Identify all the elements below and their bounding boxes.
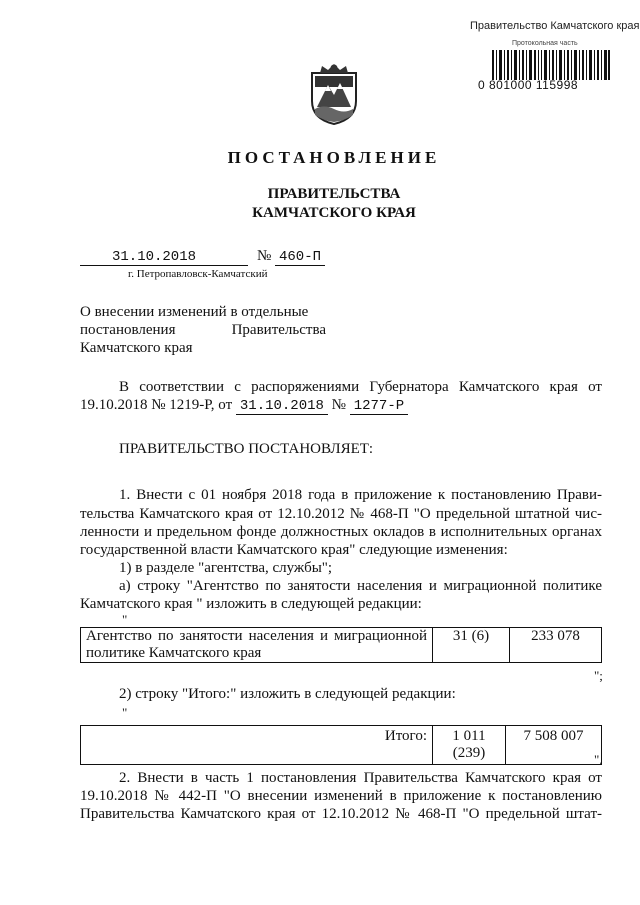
kamchatka-emblem-icon — [308, 63, 360, 125]
document-number: 460-П — [279, 249, 322, 265]
item1-line-4: государственной власти Камчатского края" следующие изменения: — [80, 542, 508, 558]
quote-open: " — [122, 612, 128, 627]
number-sign: № — [257, 248, 272, 264]
quote-open-2: " — [122, 705, 128, 720]
item1-sub1: 1) в разделе "агентства, службы"; — [119, 560, 333, 576]
total-fund-cell: 7 508 007 — [506, 726, 602, 765]
table-row — [81, 628, 602, 663]
subject-word-2: Правительства — [231, 322, 326, 338]
document-city: г. Петропавловск-Камчатский — [128, 268, 268, 280]
agency-count-cell: 31 (6) — [433, 628, 510, 663]
agency-name-line-2: политике Камчатского края — [86, 645, 262, 661]
preamble-line-2 — [80, 397, 408, 415]
preamble-number: 1277-Р — [350, 399, 408, 415]
preamble-date: 31.10.2018 — [236, 399, 328, 415]
issuer-line-2: КАМЧАТСКОГО КРАЯ — [252, 205, 416, 221]
document-title: ПОСТАНОВЛЕНИЕ — [227, 148, 441, 167]
registration-stamp-org: Правительство Камчатского края — [470, 20, 640, 32]
number-underline — [275, 265, 325, 266]
item1-line-3: ленности и предельном фонде должностных окладов в исполнительных органах — [80, 524, 602, 540]
subject-line-3: Камчатского края — [80, 340, 193, 356]
quote-close: "; — [594, 668, 603, 683]
item1-sub-a-line-2: Камчатского края " изложить в следующей редакции: — [80, 596, 422, 612]
agency-name-cell — [81, 628, 433, 663]
issuer-line-1: ПРАВИТЕЛЬСТВА — [267, 186, 401, 202]
registration-stamp-part: Протокольная часть — [512, 40, 578, 47]
item2-line-1: 2. Внести в часть 1 постановления Правительства Камчатского края от — [119, 770, 602, 786]
table-row — [81, 726, 602, 765]
item1-line-2: тельства Камчатского края от 12.10.2012 № 468-П "О предельной штатной чис- — [80, 506, 602, 522]
agency-name-line-1: Агентство по занятости населения и миграционной — [86, 628, 427, 644]
item2-line-2: 19.10.2018 № 442-П "О внесении изменений в приложение к постановлению — [80, 788, 602, 804]
agency-fund-cell: 233 078 — [510, 628, 602, 663]
preamble-number-sign: № — [331, 397, 346, 413]
subject-line-2 — [80, 322, 326, 339]
item2-line-3: Правительства Камчатского края от 12.10.2012 № 468-П "О предельной штат- — [80, 806, 602, 822]
total-label-cell: Итого: — [81, 726, 433, 765]
document-date: 31.10.2018 — [112, 249, 197, 265]
agency-row-table — [80, 627, 602, 663]
total-row-table — [80, 725, 602, 765]
preamble-prefix: 19.10.2018 № 1219-Р, от — [80, 397, 233, 413]
preamble-line-1: В соответствии с распоряжениями Губернатора Камчатского края от — [119, 379, 602, 395]
resolves-heading: ПРАВИТЕЛЬСТВО ПОСТАНОВЛЯЕТ: — [119, 441, 374, 457]
item1-line-1: 1. Внести с 01 ноября 2018 года в приложение к постановлению Прави- — [119, 487, 602, 503]
barcode — [492, 50, 610, 80]
total-count-cell: 1 011 (239) — [433, 726, 506, 765]
item1-sub2: 2) строку "Итого:" изложить в следующей редакции: — [119, 686, 456, 702]
subject-word-1: постановления — [80, 322, 176, 338]
date-underline — [80, 265, 248, 266]
subject-line-1: О внесении изменений в отдельные — [80, 304, 309, 320]
item1-sub-a-line-1: а) строку "Агентство по занятости населения и миграционной политике — [119, 578, 602, 594]
barcode-number: 0 801000 115998 — [478, 78, 579, 92]
quote-close-2: ". — [594, 752, 603, 767]
